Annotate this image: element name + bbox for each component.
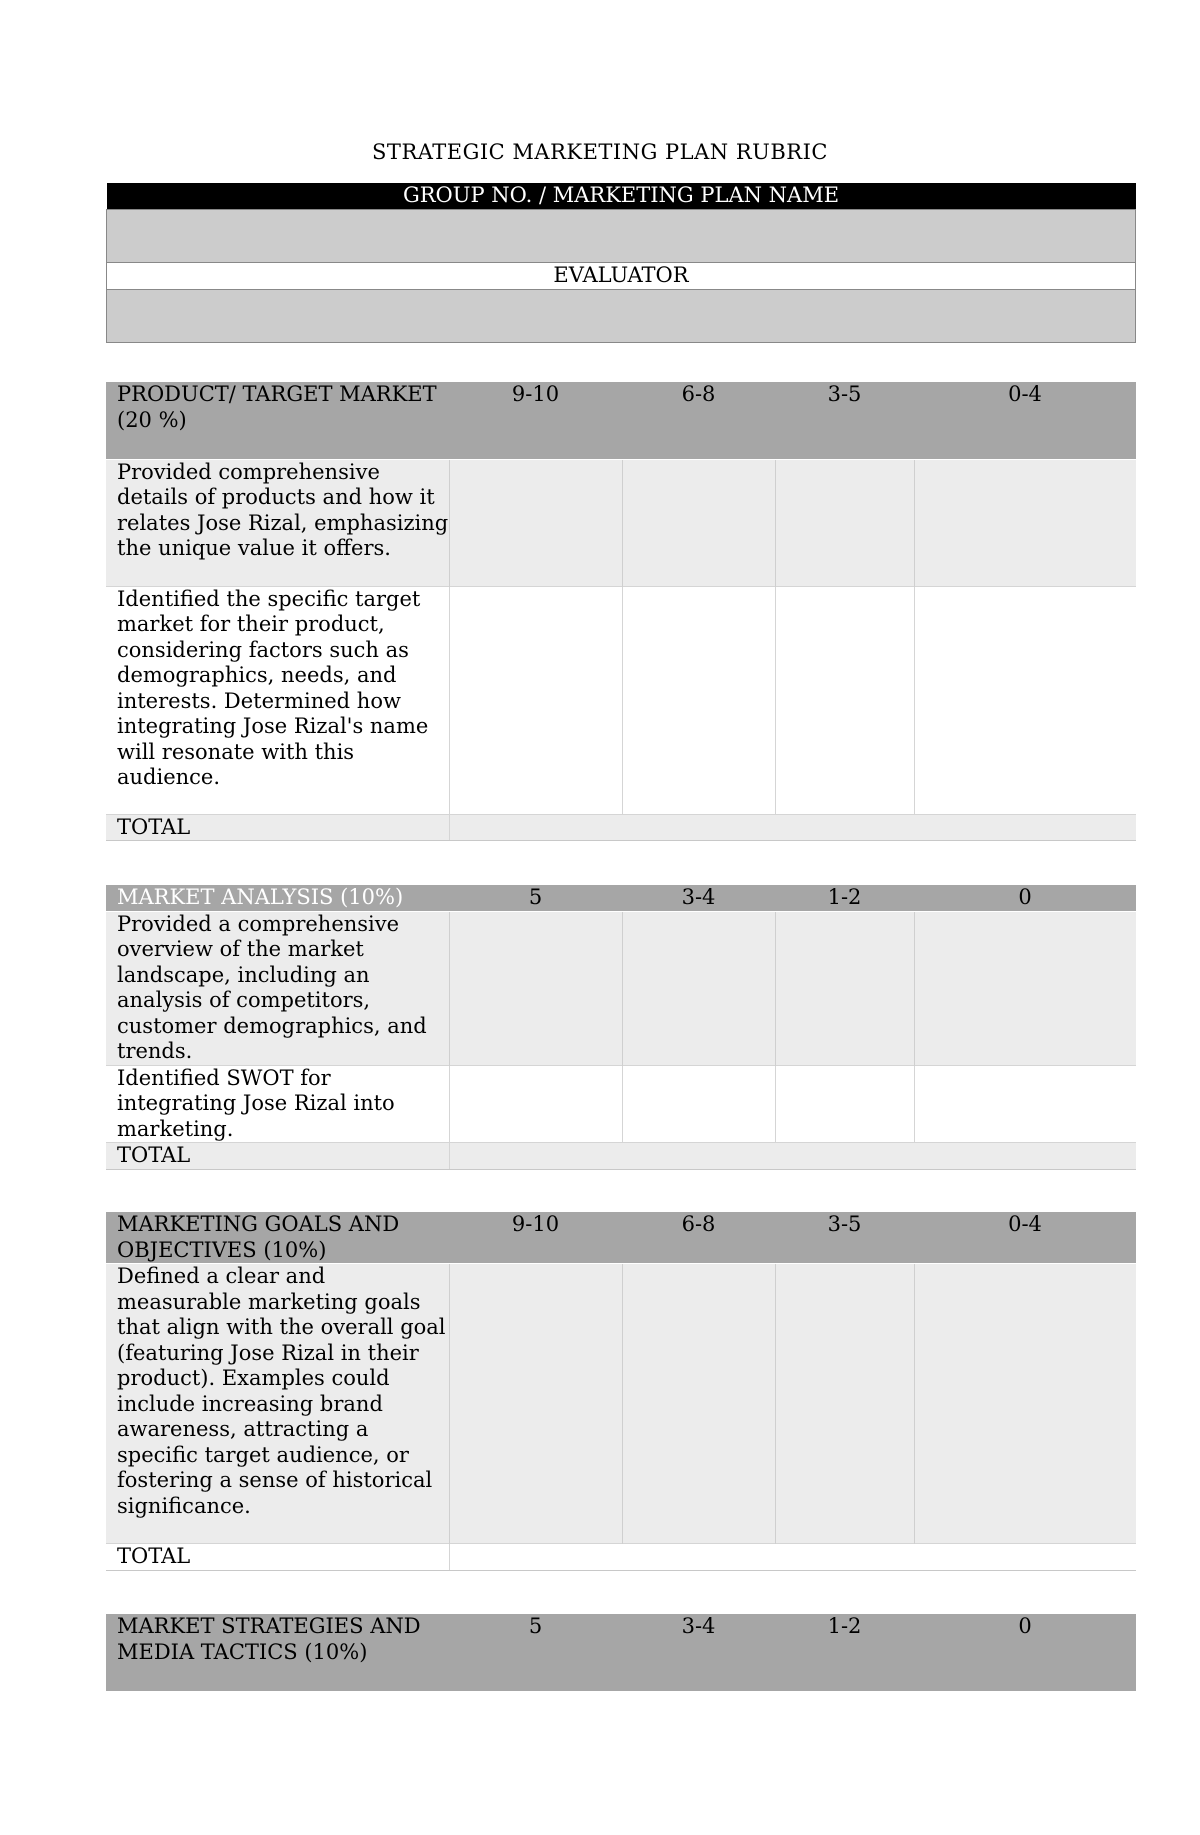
score-cell[interactable] (775, 1264, 914, 1544)
total-label: TOTAL (106, 1544, 449, 1571)
score-cell[interactable] (775, 459, 914, 586)
rubric-section-market-strategies (106, 1614, 1136, 1691)
page-title: STRATEGIC MARKETING PLAN RUBRIC (372, 140, 828, 164)
score-cell[interactable] (914, 1065, 1136, 1143)
score-header: 9-10 (449, 1212, 622, 1264)
score-cell[interactable] (449, 459, 622, 586)
score-cell[interactable] (775, 1065, 914, 1143)
score-header: 6-8 (622, 382, 775, 459)
total-value-cell[interactable] (449, 814, 1136, 841)
score-header: 0 (914, 885, 1136, 911)
score-header: 3-4 (622, 885, 775, 911)
evaluator-value-field[interactable] (107, 290, 1136, 343)
group-value-field[interactable] (107, 210, 1136, 263)
total-value-cell[interactable] (449, 1544, 1136, 1571)
score-cell[interactable] (622, 586, 775, 814)
score-cell[interactable] (622, 459, 775, 586)
total-label: TOTAL (106, 1143, 449, 1170)
score-cell[interactable] (449, 586, 622, 814)
section-title: MARKETING GOALS AND OBJECTIVES (10%) (106, 1212, 449, 1264)
score-cell[interactable] (622, 911, 775, 1065)
rubric-section-marketing-goals (106, 1212, 1136, 1571)
score-header: 6-8 (622, 1212, 775, 1264)
score-cell[interactable] (449, 911, 622, 1065)
score-cell[interactable] (775, 911, 914, 1065)
score-header: 9-10 (449, 382, 622, 459)
criterion-text: Provided a comprehensive overview of the market landscape, including an analysis of competitors, customer demographics, and trends. (106, 911, 449, 1065)
score-header: 3-5 (775, 382, 914, 459)
score-cell[interactable] (775, 586, 914, 814)
total-label: TOTAL (106, 814, 449, 841)
score-cell[interactable] (914, 459, 1136, 586)
score-cell[interactable] (449, 1065, 622, 1143)
score-header: 0 (914, 1614, 1136, 1691)
group-label: GROUP NO. / MARKETING PLAN NAME (107, 183, 1136, 210)
total-value-cell[interactable] (449, 1143, 1136, 1170)
score-header: 0-4 (914, 1212, 1136, 1264)
score-header: 3-5 (775, 1212, 914, 1264)
score-cell[interactable] (622, 1264, 775, 1544)
score-header: 5 (449, 885, 622, 911)
score-header: 0-4 (914, 382, 1136, 459)
score-cell[interactable] (449, 1264, 622, 1544)
criterion-text: Identified SWOT for integrating Jose Rizal into marketing. (106, 1065, 449, 1143)
score-header: 5 (449, 1614, 622, 1691)
criterion-text: Defined a clear and measurable marketing goals that align with the overall goal (featuring Jose Rizal in their product). Examples could include increasing brand awareness, attracting a specific target audience, or fostering a sense of historical significance. (106, 1264, 449, 1544)
score-cell[interactable] (622, 1065, 775, 1143)
section-title: MARKET STRATEGIES AND MEDIA TACTICS (10%) (106, 1614, 449, 1691)
score-header: 1-2 (775, 1614, 914, 1691)
section-title: MARKET ANALYSIS (10%) (106, 885, 449, 911)
rubric-section-product-target-market (106, 382, 1136, 841)
score-cell[interactable] (914, 586, 1136, 814)
score-cell[interactable] (914, 1264, 1136, 1544)
score-cell[interactable] (914, 911, 1136, 1065)
score-header: 3-4 (622, 1614, 775, 1691)
criterion-text: Provided comprehensive details of products and how it relates Jose Rizal, emphasizing the unique value it offers. (106, 459, 449, 586)
section-title: PRODUCT/ TARGET MARKET (20 %) (106, 382, 449, 459)
rubric-section-market-analysis (106, 885, 1136, 1170)
evaluator-label: EVALUATOR (107, 263, 1136, 290)
criterion-text: Identified the specific target market for their product, considering factors such as demographics, needs, and interests. Determined how integrating Jose Rizal's name will resonate with this audience. (106, 586, 449, 814)
score-header: 1-2 (775, 885, 914, 911)
header-table (106, 183, 1136, 343)
